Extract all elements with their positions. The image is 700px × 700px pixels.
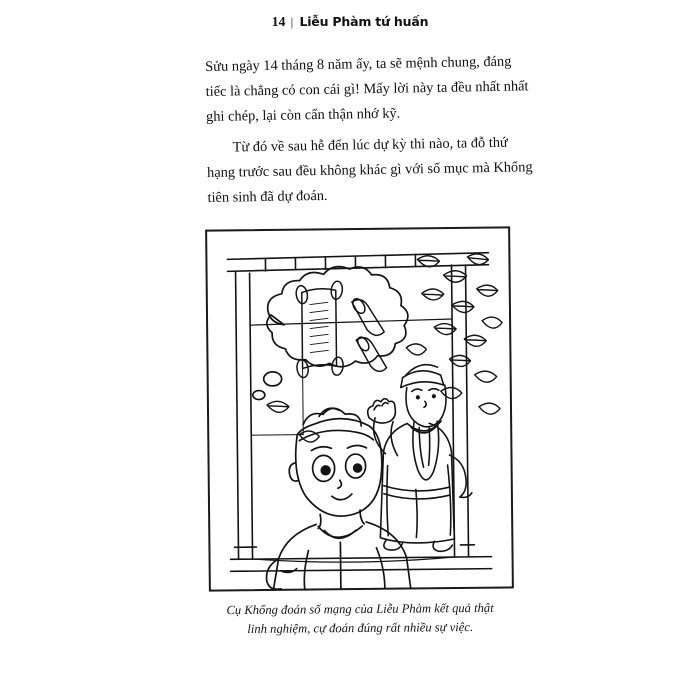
paragraph: Từ đó về sau hễ đến lúc dự kỳ thi nào, ta đỗ thứ hạng trước sau đều không khác gì với số mục mà Khổng tiên sinh đã dự đoán. [206,134,533,206]
page-number: 14 [271,14,286,29]
book-title: Liễu Phàm tứ huấn [299,14,429,29]
caption-line: linh nghiệm, cự đoán đúng rất nhiều sự việc. [247,620,474,636]
caption-line: Cụ Khổng đoán số mạng của Liễu Phàm kết quả thật [226,600,494,618]
page-header [0,14,700,30]
paragraph: Sửu ngày 14 tháng 8 năm ấy, ta sẽ mệnh chung, đáng tiếc là chẳng có con cái gì! Mấy lời này ta đều nhất nhất ghi chép, lại còn cẩn thận nhớ kỹ. [205,53,529,125]
header-separator: | [290,14,294,29]
body-text [205,55,535,211]
illustration-drawing [205,226,514,591]
illustration [207,228,512,590]
paragraph-block [205,49,538,211]
figure-caption [190,599,530,640]
